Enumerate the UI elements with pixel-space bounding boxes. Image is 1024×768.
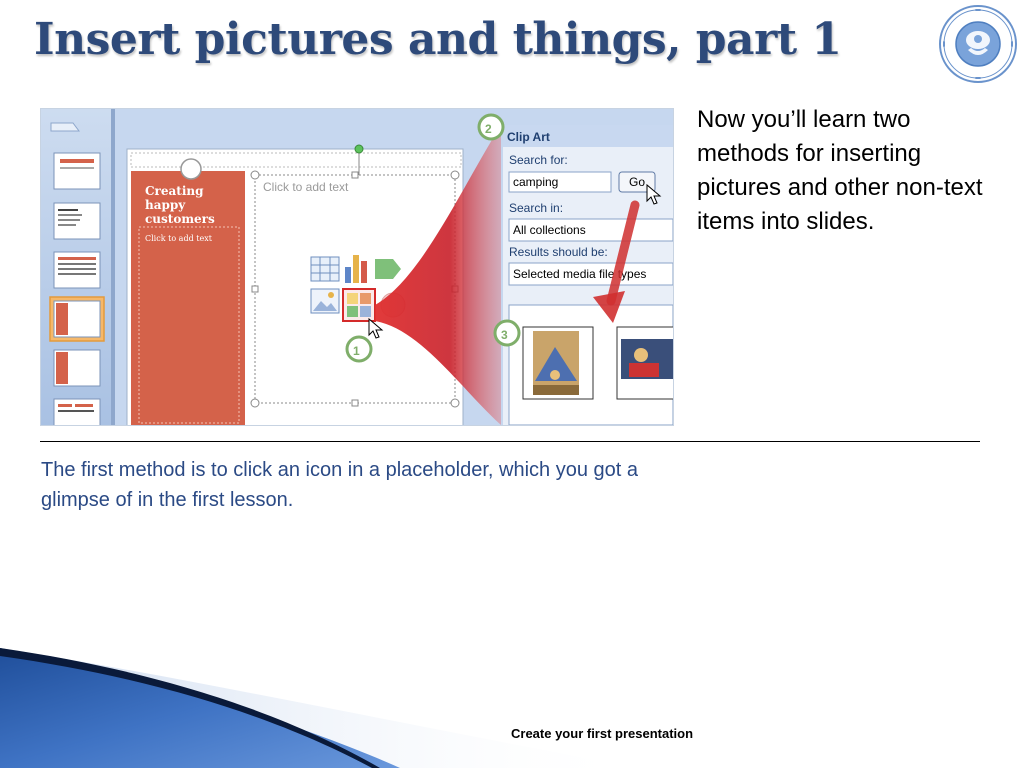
slide-thumbnail[interactable] [54, 203, 100, 239]
powerpoint-screenshot [40, 108, 674, 426]
slide-title-line: customers [145, 212, 215, 226]
slide-thumbnail[interactable] [54, 252, 100, 288]
callout-2 [479, 115, 503, 139]
search-in-value: All collections [513, 223, 586, 237]
callout-1 [347, 337, 371, 361]
go-button-label: Go [629, 175, 646, 189]
callout-3 [495, 321, 519, 345]
first-method-paragraph: The first method is to click an icon in a placeholder, which you got a glimpse of in the first lesson. [41, 459, 638, 511]
content-placeholder-text: Click to add text [263, 180, 349, 194]
slide-canvas [127, 125, 501, 425]
left-placeholder-text: Click to add text [145, 234, 212, 243]
picture-icon[interactable] [311, 289, 339, 313]
svg-text:1: 1 [353, 344, 360, 358]
svg-text:2: 2 [485, 122, 492, 136]
footer-text: Create your first presentation [511, 726, 694, 741]
clip-art-pane [503, 125, 673, 425]
slide-thumbnail[interactable] [54, 350, 100, 386]
clip-art-pane-title: Clip Art [507, 130, 550, 144]
slide-thumbnail[interactable] [54, 153, 100, 189]
slide-title-line: Creating [145, 184, 204, 198]
slide-title-line: happy [145, 198, 186, 212]
seal-logo-icon [938, 4, 1018, 84]
slide-thumbnail[interactable] [54, 399, 100, 425]
thumbnail-pane [41, 109, 115, 425]
search-for-label: Search for: [509, 153, 568, 167]
divider-line [40, 441, 980, 442]
decorative-swoosh [0, 640, 1024, 768]
intro-paragraph: Now you’ll learn two methods for inserting pictures and other non-text items into slides. [697, 106, 983, 235]
clip-art-result-campers[interactable] [617, 327, 673, 399]
powerpoint-window [41, 109, 673, 425]
slide-thumbnail-selected[interactable] [50, 297, 104, 341]
search-input-value: camping [513, 175, 559, 189]
results-value: Selected media file types [513, 267, 647, 281]
clip-art-result-tent[interactable] [523, 327, 593, 399]
search-in-label: Search in: [509, 201, 564, 215]
table-icon[interactable] [311, 257, 339, 281]
results-label: Results should be: [509, 245, 608, 259]
svg-text:3: 3 [501, 328, 508, 342]
clip-art-icon[interactable] [343, 289, 375, 321]
slide-title: Insert pictures and things, part 1 [34, 14, 842, 65]
